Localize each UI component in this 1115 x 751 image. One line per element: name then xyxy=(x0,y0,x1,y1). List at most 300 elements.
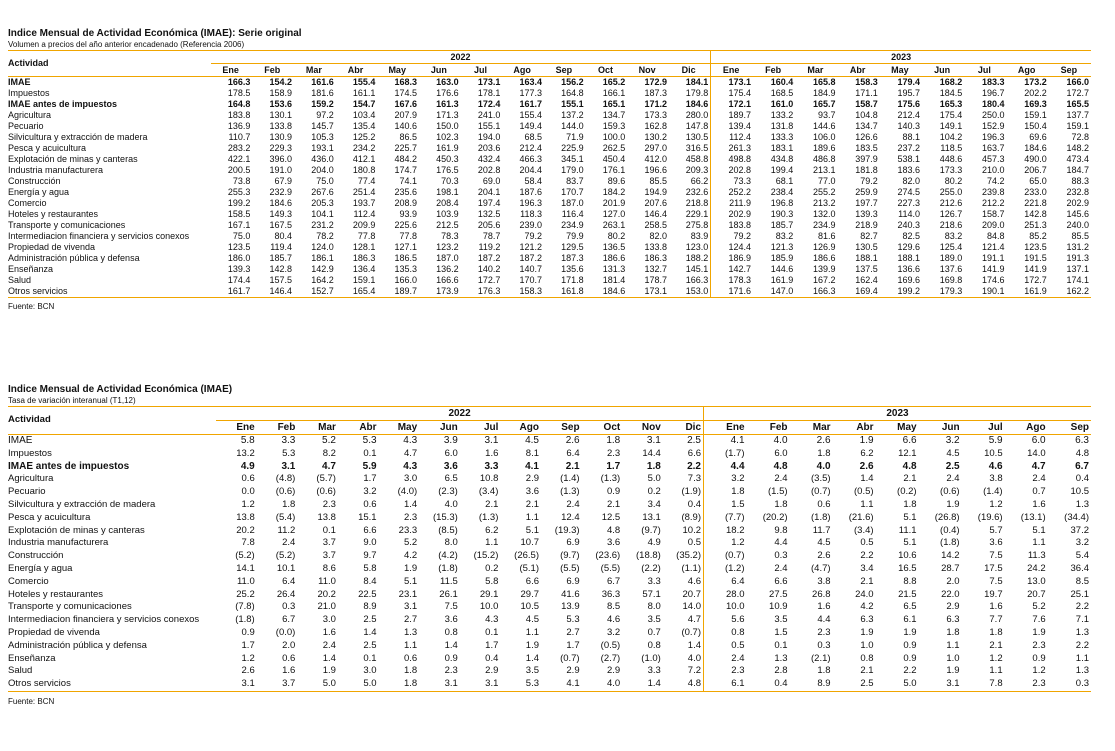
table2-cell: 4.5 xyxy=(525,435,539,446)
table1-cell: 130.5 xyxy=(685,132,709,142)
table1-cell: 184.7 xyxy=(1066,165,1089,175)
table2-month-header: Jun xyxy=(919,421,962,435)
table2-month-header: May xyxy=(379,421,420,435)
table2-cell: (19.6) xyxy=(977,511,1003,523)
table2-cell: 2.1 xyxy=(607,498,621,510)
table1-cell: 184.6 xyxy=(586,286,628,298)
table1-cell: 204.1 xyxy=(477,187,501,197)
table1-cell: 174.4 xyxy=(227,275,251,285)
table2-cell: 2.3 xyxy=(704,665,747,678)
table1-cell: 185.7 xyxy=(770,220,794,230)
table2-cell: 3.1 xyxy=(403,601,418,613)
table2-cell: 11.0 xyxy=(318,575,336,587)
table1-cell: 123.0 xyxy=(685,242,709,252)
table2-cell: 6.0 xyxy=(1031,435,1046,446)
table2-cell: 16.5 xyxy=(898,562,917,574)
table2-cell: 2.4 xyxy=(1032,473,1046,485)
table2-cell: (20.2) xyxy=(762,511,788,523)
table1-cell: 146.4 xyxy=(644,209,667,219)
table2-cell: 2.3 xyxy=(607,447,621,459)
table1-cell: 144.6 xyxy=(770,264,794,274)
table1-cell: 176.3 xyxy=(461,286,503,298)
table2-cell: 0.4 xyxy=(485,652,499,664)
table2-cell: 2.1 xyxy=(903,473,917,485)
table1-cell: 179.8 xyxy=(685,88,709,98)
table1-month-header: Ene xyxy=(211,64,253,77)
table1-cell: 86.5 xyxy=(399,132,418,142)
table1-table-row xyxy=(8,121,1091,132)
table1-cell: 212.2 xyxy=(981,198,1005,208)
table2-cell: 10.0 xyxy=(479,601,499,613)
table1-row-label: Construcción xyxy=(8,176,61,186)
table2-cell: 2.4 xyxy=(774,473,788,485)
table2-year-header: 2022 xyxy=(216,407,703,421)
table1-month-header: Sep xyxy=(1049,64,1091,77)
table1-cell: 148.2 xyxy=(1066,143,1089,153)
table1-month-header: Ago xyxy=(1006,64,1048,77)
table1-cell: 110.7 xyxy=(228,132,251,142)
table2-cell: 0.4 xyxy=(687,498,701,510)
table2-cell: 14.2 xyxy=(941,550,960,562)
table1-row-label: Otros servicios xyxy=(8,286,211,298)
table2-cell: 9.8 xyxy=(774,524,788,536)
table1-cell: 170.7 xyxy=(561,187,584,197)
table1-cell: 152.7 xyxy=(294,286,336,298)
table1-cell: 202.9 xyxy=(711,209,753,220)
table2-cell: 2.4 xyxy=(774,562,788,574)
table1-cell: 78.3 xyxy=(441,231,459,241)
table1-cell: 139.4 xyxy=(711,121,753,132)
table2-cell: 24.2 xyxy=(1027,562,1046,574)
table1-cell: 161.6 xyxy=(311,77,334,87)
section-serie-original xyxy=(8,28,1091,312)
table2-cell: 5.4 xyxy=(1075,550,1089,562)
table1-cell: 158.5 xyxy=(227,209,251,219)
table1-cell: 162.8 xyxy=(644,121,667,131)
table1-cell: 130.1 xyxy=(269,110,293,120)
table2-cell: 1.8 xyxy=(704,486,747,499)
table2-cell: 22.0 xyxy=(941,588,960,600)
table2-cell: 1.3 xyxy=(403,626,418,638)
table1-cell: 450.4 xyxy=(602,154,626,164)
table2-cell: (15.2) xyxy=(473,550,499,562)
table2-cell: 6.3 xyxy=(1075,435,1089,446)
table2-cell: 21.5 xyxy=(898,588,917,600)
table2-cell: 0.5 xyxy=(704,640,747,653)
table1-month-header: Ago xyxy=(502,64,544,77)
table2-cell: (1.0) xyxy=(641,652,661,664)
table2-cell: 2.6 xyxy=(859,460,874,472)
table2-cell: 1.8 xyxy=(403,665,418,677)
table2-cell: 0.1 xyxy=(774,639,788,651)
table1-cell: 397.9 xyxy=(855,154,878,164)
table2-month-header: Abr xyxy=(833,421,876,435)
table2-table-row xyxy=(8,435,1091,448)
table2-cell: (4.7) xyxy=(811,562,831,574)
table1-cell: 197.4 xyxy=(477,198,501,208)
table2-cell: (0.7) xyxy=(704,550,747,563)
table1-cell: 457.3 xyxy=(981,154,1005,164)
table2-cell: 25.2 xyxy=(236,588,255,600)
table2-cell: 6.3 xyxy=(860,614,874,626)
table2-cell: 1.9 xyxy=(322,665,336,677)
table2-cell: 0.1 xyxy=(363,652,377,664)
table1-month-header: Mar xyxy=(795,64,837,77)
table1-table-row xyxy=(8,253,1091,264)
table2-cell: 4.9 xyxy=(647,537,661,549)
table2-cell: 3.1 xyxy=(646,435,661,446)
table2-cell: (5.1) xyxy=(519,562,539,574)
table1-cell: 274.5 xyxy=(897,187,920,197)
table1-cell: 498.8 xyxy=(711,154,753,165)
table1-cell: 167.5 xyxy=(269,220,293,230)
table2-cell: 22.5 xyxy=(358,588,377,600)
table1-cell: 100.0 xyxy=(602,132,626,142)
table2-cell: 1.2 xyxy=(704,537,747,550)
table1-cell: 211.9 xyxy=(711,198,753,209)
table2-cell: 2.1 xyxy=(860,665,874,677)
table1-cell: 136.9 xyxy=(227,121,251,131)
table2-table-row xyxy=(8,473,1091,486)
table2-cell: 2.6 xyxy=(565,435,580,446)
table2-cell: 3.2 xyxy=(945,435,960,446)
table1-cell: 118.3 xyxy=(520,209,542,219)
table1-cell: 119.2 xyxy=(478,242,501,252)
table1-cell: 83.2 xyxy=(775,231,794,241)
table2-row-label: Silvicultura y extracción de madera xyxy=(8,498,156,510)
table1-cell: 159.3 xyxy=(602,121,626,131)
table1-cell: 171.2 xyxy=(644,99,667,109)
table2-header-actividad: Actividad xyxy=(8,407,216,435)
table1-cell: 153.0 xyxy=(669,286,711,298)
table1-cell: 176.5 xyxy=(436,165,459,175)
table1-cell: 225.7 xyxy=(394,143,418,153)
table1-cell: 142.8 xyxy=(1024,209,1047,219)
table2-cell: 7.5 xyxy=(444,601,458,613)
table1-cell: 203.6 xyxy=(477,143,501,153)
table1-month-header: Feb xyxy=(252,64,294,77)
table1-cell: 166.3 xyxy=(685,275,709,285)
table1-cell: 239.8 xyxy=(981,187,1005,197)
table2-cell: 8.5 xyxy=(1075,575,1089,587)
table2-cell: (2.7) xyxy=(600,652,621,664)
table2-cell: 4.6 xyxy=(607,614,621,626)
table1-row-label: Industria manufacturera xyxy=(8,165,104,175)
table2-cell: 27.5 xyxy=(769,588,788,600)
table1-cell: 78.7 xyxy=(482,231,501,241)
table2-cell: 4.7 xyxy=(403,447,418,459)
table1-cell: 123.2 xyxy=(436,242,459,252)
table1-row-label: Comercio xyxy=(8,198,47,208)
table1-cell: 169.8 xyxy=(939,275,963,285)
table1-cell: 93.7 xyxy=(817,110,836,120)
table2-cell: (0.0) xyxy=(275,626,296,638)
table2-cell: 11.5 xyxy=(439,575,458,587)
table2-cell: 4.5 xyxy=(525,614,539,626)
table2-cell: 1.7 xyxy=(241,639,255,651)
table1-cell: 186.3 xyxy=(352,253,376,263)
table1-cell: 161.9 xyxy=(436,143,459,153)
table1-cell: 172.7 xyxy=(1024,275,1047,285)
table1-cell: 169.4 xyxy=(837,286,879,298)
table2-cell: (34.4) xyxy=(1064,511,1089,523)
table1-cell: 218.9 xyxy=(855,220,878,230)
table1-cell: 144.6 xyxy=(812,121,836,131)
table2-cell: (35.2) xyxy=(676,550,701,562)
table1-cell: 121.3 xyxy=(770,242,794,252)
table2-month-header: Jul xyxy=(962,421,1005,435)
table2-cell: 8.5 xyxy=(607,601,621,613)
table1-cell: 173.1 xyxy=(477,77,501,87)
table2-cell: 0.3 xyxy=(817,639,831,651)
table1-table-row xyxy=(8,187,1091,198)
table1-cell: 70.3 xyxy=(441,176,459,186)
table2-cell: 5.8 xyxy=(240,435,255,446)
table2-cell: 1.4 xyxy=(860,473,874,485)
table2-table-row xyxy=(8,576,1091,589)
table1-cell: 172.1 xyxy=(711,99,753,110)
table1-cell: 250.0 xyxy=(981,110,1005,120)
table1-row-label: Hoteles y restaurantes xyxy=(8,209,99,219)
table1-cell: 69.6 xyxy=(1029,132,1047,142)
table2-cell: 2.1 xyxy=(485,498,499,510)
table2-cell: 3.3 xyxy=(281,435,296,446)
table2-cell: (1.8) xyxy=(438,562,458,574)
table1-cell: 183.3 xyxy=(981,77,1005,87)
table2-cell: 4.1 xyxy=(704,435,747,448)
table2-cell: 3.0 xyxy=(403,473,418,485)
table2-table-row xyxy=(8,499,1091,512)
table1-cell: 75.0 xyxy=(232,231,251,241)
table1-cell: 345.1 xyxy=(561,154,584,164)
table2-cell: 14.0 xyxy=(682,601,701,613)
table1-cell: 178.5 xyxy=(227,88,251,98)
table1-row-label: Agricultura xyxy=(8,110,52,120)
table2-cell: 0.9 xyxy=(1032,652,1046,664)
table1-cell: 68.5 xyxy=(524,132,542,142)
table1-row-label: Impuestos xyxy=(8,88,50,98)
table2-cell: 2.7 xyxy=(403,614,418,626)
table2-cell: (13.1) xyxy=(1020,511,1046,523)
table1-cell: 412.0 xyxy=(644,154,667,164)
table2-cell: 6.4 xyxy=(282,575,296,587)
table2-cell: (0.5) xyxy=(854,486,874,498)
table1-source: Fuente: BCN xyxy=(8,302,55,311)
table1-row-label: Enseñanza xyxy=(8,264,54,274)
table2-cell: 7.8 xyxy=(241,537,255,549)
table2-cell: 0.3 xyxy=(774,550,788,562)
table1-cell: 412.1 xyxy=(352,154,376,164)
table1-cell: 165.7 xyxy=(812,99,836,109)
table1-cell: 65.0 xyxy=(1029,176,1047,186)
table2-cell: 13.2 xyxy=(236,447,255,459)
table2-cell: 13.9 xyxy=(561,601,580,613)
table1-cell: 188.2 xyxy=(685,253,709,263)
table2-cell: 0.9 xyxy=(607,486,621,498)
table2-cell: 0.2 xyxy=(485,562,499,574)
table1-month-header: May xyxy=(377,64,419,77)
table1-cell: 161.7 xyxy=(519,99,542,109)
table1-cell: 119.4 xyxy=(270,242,293,252)
table2-cell: 0.5 xyxy=(860,537,874,549)
table2-cell: 4.9 xyxy=(240,460,255,472)
table2-cell: 9.0 xyxy=(363,537,377,549)
table1-cell: 67.9 xyxy=(274,176,293,186)
table2-cell: 1.8 xyxy=(646,460,661,472)
table2-cell: (15.3) xyxy=(432,511,458,523)
table2-cell: 6.4 xyxy=(704,576,747,589)
table2-cell: 24.0 xyxy=(855,588,874,600)
table2-cell: 6.7 xyxy=(607,575,621,587)
table1-cell: 125.2 xyxy=(352,132,376,142)
table1-cell: 77.8 xyxy=(399,231,418,241)
table1-cell: 137.6 xyxy=(939,264,963,274)
table1-cell: 191.1 xyxy=(981,253,1005,263)
table1-cell: 172.9 xyxy=(644,77,667,87)
table1-cell: 165.4 xyxy=(336,286,378,298)
table1-cell: 173.1 xyxy=(627,286,669,298)
table1-cell: 166.0 xyxy=(394,275,418,285)
table2-table-row xyxy=(8,653,1091,666)
table1-cell: 185.7 xyxy=(269,253,293,263)
table2-table-row xyxy=(8,512,1091,525)
table1-cell: 80.4 xyxy=(274,231,293,241)
table1-cell: 283.2 xyxy=(227,143,251,153)
table2-cell: 2.2 xyxy=(687,460,701,472)
table1-cell: 131.2 xyxy=(1066,242,1089,252)
table1-cell: 234.9 xyxy=(812,220,836,230)
table1-row-label: Intermediacion financiera y servicios conexos xyxy=(8,231,190,241)
table1-cell: 202.2 xyxy=(1024,88,1047,98)
table2-cell: 2.6 xyxy=(241,665,255,677)
table2-cell: 0.6 xyxy=(817,498,831,510)
table2-cell: (26.5) xyxy=(514,550,539,562)
table2-cell: 8.1 xyxy=(525,447,539,459)
table1-month-header: Sep xyxy=(544,64,586,77)
table1-cell: 73.3 xyxy=(711,176,753,187)
table1-cell: 196.3 xyxy=(981,132,1005,142)
table1-cell: 166.6 xyxy=(436,275,459,285)
table2-cell: 1.8 xyxy=(903,498,917,510)
table1-imae-serie-original xyxy=(8,50,1091,298)
table2-cell: 4.7 xyxy=(1031,460,1046,472)
table1-cell: 173.9 xyxy=(419,286,461,298)
table2-cell: 4.2 xyxy=(403,550,418,562)
table1-cell: 172.7 xyxy=(477,275,501,285)
table2-cell: 57.1 xyxy=(642,588,661,600)
table2-cell: 1.1 xyxy=(525,626,539,638)
table2-cell: 6.7 xyxy=(282,614,296,626)
table1-cell: 140.7 xyxy=(519,264,542,274)
table2-cell: 10.5 xyxy=(1070,486,1089,498)
table2-cell: (0.5) xyxy=(600,639,621,651)
table2-cell: 1.2 xyxy=(241,498,255,510)
table1-cell: 85.5 xyxy=(1071,231,1089,241)
table1-cell: 212.6 xyxy=(939,198,963,208)
table2-cell: 6.2 xyxy=(485,524,499,536)
table2-cell: 2.5 xyxy=(833,678,876,691)
table1-cell: 168.5 xyxy=(770,88,794,98)
table1-cell: 234.2 xyxy=(352,143,376,153)
table1-cell: 170.7 xyxy=(519,275,542,285)
table1-month-header: Dic xyxy=(669,64,711,77)
table2-cell: 4.7 xyxy=(687,614,701,626)
table1-cell: 162.2 xyxy=(1049,286,1091,298)
table1-cell: 204.4 xyxy=(519,165,542,175)
table2-cell: 3.7 xyxy=(322,537,336,549)
table1-cell: 71.9 xyxy=(566,132,584,142)
table1-cell: 166.3 xyxy=(795,286,837,298)
table2-cell: (1.7) xyxy=(704,448,747,461)
table1-cell: 173.2 xyxy=(1024,77,1047,87)
table2-cell: 4.3 xyxy=(403,460,418,472)
table2-cell: (0.6) xyxy=(275,486,296,498)
table1-cell: 458.8 xyxy=(685,154,709,164)
table1-table-row xyxy=(8,165,1091,176)
table2-cell: 2.0 xyxy=(946,575,960,587)
table1-cell: 136.2 xyxy=(436,264,459,274)
table1-cell: 97.2 xyxy=(316,110,334,120)
table1-cell: 171.6 xyxy=(711,286,753,298)
table1-cell: 141.9 xyxy=(1024,264,1047,274)
table1-cell: 225.9 xyxy=(561,143,584,153)
table2-cell: 1.9 xyxy=(946,498,960,510)
table2-cell: 5.2 xyxy=(403,537,418,549)
table1-cell: 422.1 xyxy=(227,154,251,164)
table1-cell: 156.2 xyxy=(561,77,584,87)
table1-cell: 183.6 xyxy=(897,165,920,175)
table2-cell: 1.0 xyxy=(860,639,874,651)
table1-cell: 88.1 xyxy=(902,132,920,142)
table1-row-label: Propiedad de vivenda xyxy=(8,242,96,252)
table1-cell: 275.8 xyxy=(685,220,709,230)
table1-month-header: Jun xyxy=(922,64,964,77)
table2-cell: 1.2 xyxy=(989,652,1003,664)
table1-cell: 208.9 xyxy=(394,198,418,208)
table2-cell: 2.9 xyxy=(566,665,580,677)
table2-cell: 4.7 xyxy=(322,460,336,472)
table1-month-header: Feb xyxy=(753,64,795,77)
table1-cell: 196.6 xyxy=(644,165,667,175)
table2-cell: 0.8 xyxy=(860,652,874,664)
table2-cell: 2.4 xyxy=(704,653,747,666)
table2-cell: 2.5 xyxy=(363,614,377,626)
table2-cell: 4.0 xyxy=(687,652,701,664)
table2-row-label: Comercio xyxy=(8,575,49,587)
table1-cell: 145.1 xyxy=(685,264,709,274)
table1-cell: 187.2 xyxy=(477,253,501,263)
table2-cell: (1.2) xyxy=(704,563,747,576)
table2-cell: (5.2) xyxy=(275,550,296,562)
table2-row-label: Enseñanza xyxy=(8,652,56,664)
table1-cell: 258.5 xyxy=(644,220,667,230)
table2-month-header: Sep xyxy=(1048,421,1091,435)
table2-month-header: Jun xyxy=(419,421,460,435)
table1-cell: 135.6 xyxy=(561,264,584,274)
table1-row-label: Explotación de minas y canteras xyxy=(8,154,138,164)
table2-cell: 10.0 xyxy=(704,601,747,614)
table2-cell: 8.9 xyxy=(790,678,833,691)
table1-cell: 179.4 xyxy=(897,77,920,87)
table2-row-label: Pecuario xyxy=(8,486,46,498)
table1-cell: 186.3 xyxy=(644,253,667,263)
table2-cell: 0.4 xyxy=(1075,473,1089,485)
table1-cell: 161.0 xyxy=(770,99,794,109)
table1-cell: 136.5 xyxy=(602,242,626,252)
table1-cell: 159.1 xyxy=(1066,121,1089,131)
table1-cell: 179.3 xyxy=(922,286,964,298)
table2-cell: 3.4 xyxy=(647,498,661,510)
